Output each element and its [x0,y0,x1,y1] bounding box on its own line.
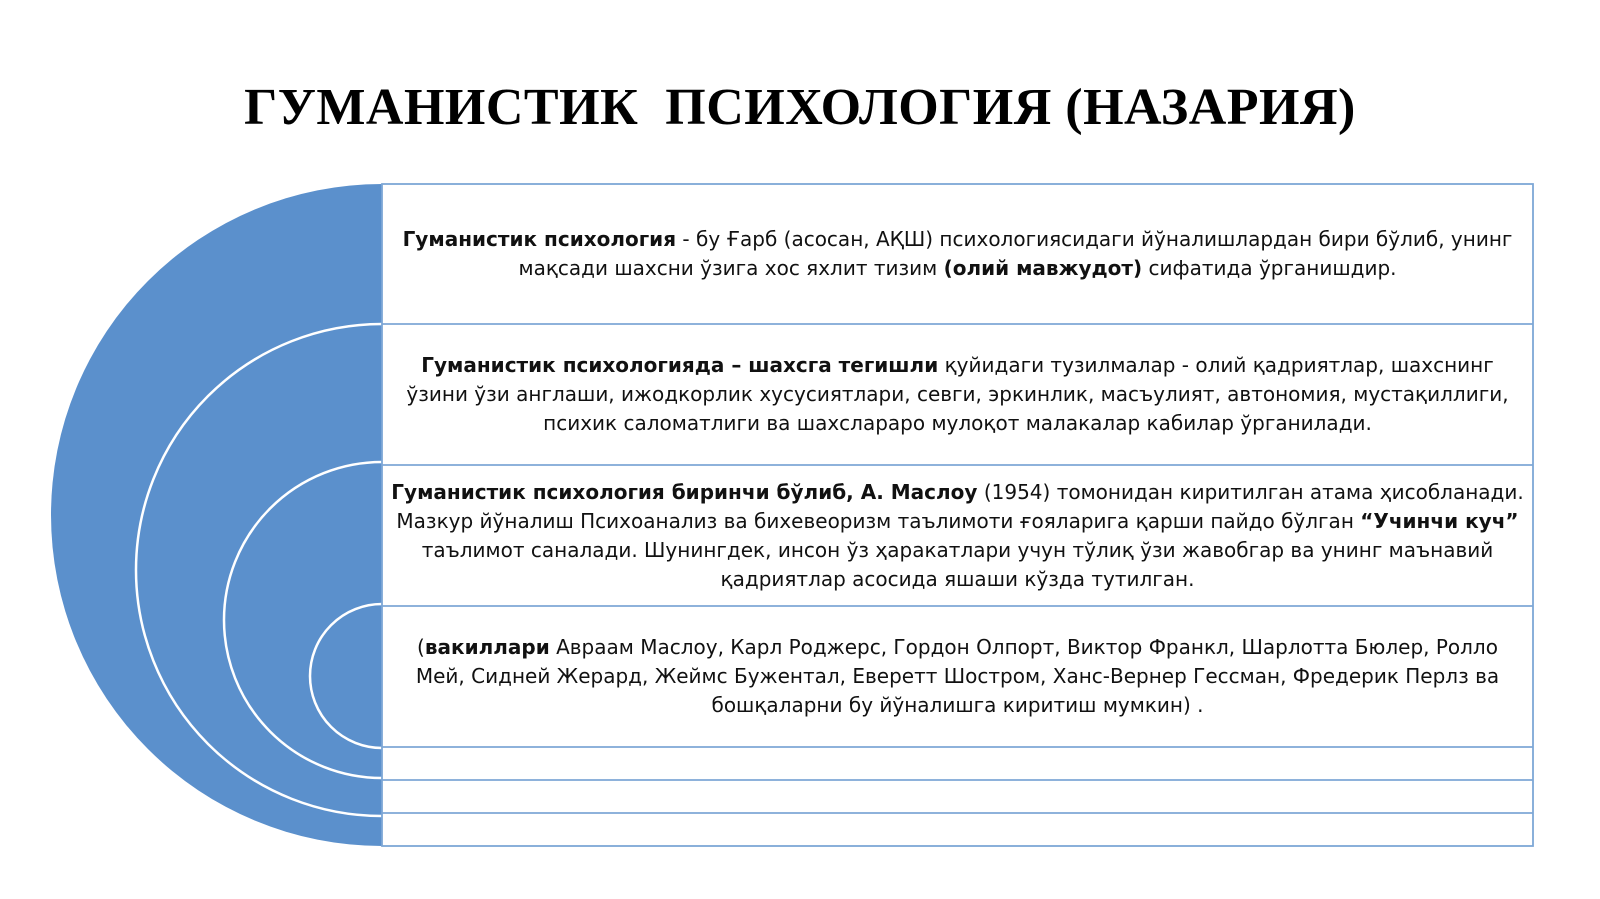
bold-text-fragment: Гуманистик психология [402,227,677,251]
bold-text-fragment: Гуманистик психологияда – шахсга тегишли [421,353,939,377]
text-fragment: (1954) томонидан киритилган атама ҳисобланади. Мазкур йўналиш Психоанализ ва бихевеоризм таълимоти ғояларига қарши пайдо бўлган [396,479,1524,533]
bold-text-fragment: (олий мавжудот) [943,256,1143,280]
bold-text-fragment: “Учинчи куч” [1360,508,1519,533]
slide-title: ГУМАНИСТИК ПСИХОЛОГИЯ (НАЗАРИЯ) [244,79,1356,136]
history-row [381,465,1534,606]
text-fragment: Авраам Маслоу, Карл Роджерс, Гордон Олпорт, Виктор Франкл, Шарлотта Бюлер, Ролло Мей, Сидней Жерард, Жеймс Бужентал, Еверетт Шостром, Ханс-Вернер Гессман, Фредерик Перлз ва бошқаларни бу йўналишга киритиш мумкин) . [415,635,1500,717]
definition-row [381,184,1534,324]
text-fragment: таълимот саналади. Шунингдек, инсон ўз ҳаракатлари учун тўлиқ ўзи жавобгар ва унинг маънавий қадриятлар асосида яшаши кўзда тутилган. [421,537,1494,591]
structures-row [381,324,1534,465]
representatives-row [381,606,1534,747]
bold-text-fragment: вакиллари [424,635,550,659]
text-fragment: ( [417,635,425,659]
text-fragment: қуйидаги тузилмалар - олий қадриятлар, шахснинг ўзини ўзи англаши, ижодкорлик хусусиятлари, севги, эркинлик, масъулият, автономия, мустақиллиги, психик саломатлиги ва шахслараро мулоқот малакалар кабилар ўрганилади. [406,353,1509,435]
text-fragment: - бу Ғарб (асосан, АҚШ) психологиясидаги йўналишлардан бири бўлиб, унинг мақсади шахсни ўзига хос яхлит тизим [518,227,1513,280]
bold-text-fragment: Гуманистик психология биринчи бўлиб, А. Маслоу [391,479,978,504]
text-fragment: сифатида ўрганишдир. [1142,256,1397,280]
